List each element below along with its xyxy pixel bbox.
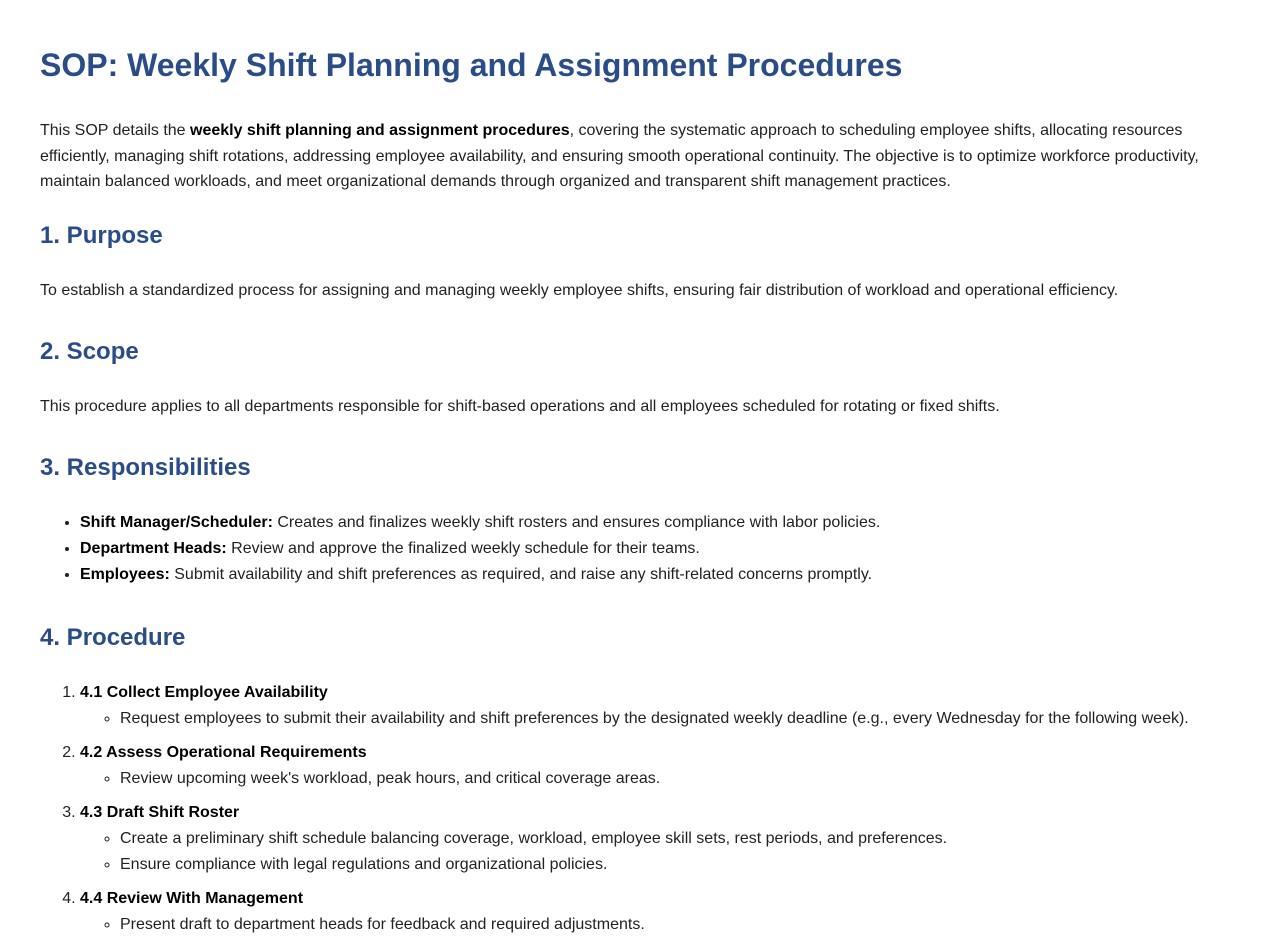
procedure-step [80, 800, 1223, 878]
intro-bold-text: weekly shift planning and assignment procedures [190, 122, 570, 139]
procedure-bullet: ◦ Request employees to submit their availability and shift preferences by the designated weekly deadline (e.g., every Wednesday for the following week). [120, 706, 1223, 732]
procedure-bullet: ◦ Create a preliminary shift schedule balancing coverage, workload, employee skill sets, rest periods, and preferences. [120, 826, 1223, 852]
responsibility-role: Employees: [80, 565, 170, 583]
procedure-bullet: ◦ Ensure compliance with legal regulations and organizational policies. [120, 852, 1223, 878]
scope-heading: 2. Scope [40, 337, 139, 365]
procedure-step [80, 680, 1223, 732]
procedure-step-title: 4.1 Collect Employee Availability [80, 683, 328, 701]
responsibility-text: Submit availability and shift preferences as required, and raise any shift-related concerns promptly. [169, 565, 873, 583]
purpose-text: To establish a standardized process for assigning and managing weekly employee shifts, ensuring fair distribution of workload and operational efficiency. [40, 281, 1119, 299]
procedure-step-title: 4.3 Draft Shift Roster [80, 803, 240, 821]
page-title: SOP: Weekly Shift Planning and Assignment Procedures [40, 47, 903, 83]
intro-paragraph [40, 118, 1223, 195]
procedure-bullet: ◦ Review upcoming week's workload, peak hours, and critical coverage areas. [120, 766, 1223, 792]
procedure-step-title: 4.4 Review With Management [80, 889, 304, 907]
intro-text-after: , covering the systematic approach to scheduling employee shifts, allocating resources efficiently, managing shift rotations, addressing employee availability, and ensuring smooth operational continuity. The objective is to optimize workforce productivity, maintain balanced workloads, and meet organizational demands through organized and transparent shift management practices. [40, 122, 1199, 190]
procedure-bullet: ◦ Present draft to department heads for feedback and required adjustments. [120, 912, 1223, 938]
procedure-step-bullets [80, 826, 1223, 878]
scope-text: This procedure applies to all departments responsible for shift-based operations and all employees scheduled for rotating or fixed shifts. [40, 397, 1000, 415]
procedure-step-bullets [80, 912, 1223, 938]
responsibility-role: Department Heads: [80, 539, 227, 557]
procedure-step-bullets [80, 766, 1223, 792]
responsibility-text: Review and approve the finalized weekly schedule for their teams. [226, 539, 700, 557]
responsibilities-list [40, 510, 1223, 588]
responsibility-item [80, 510, 1223, 536]
procedure-list [40, 680, 1223, 938]
procedure-heading: 4. Procedure [40, 623, 186, 651]
responsibility-text: Creates and finalizes weekly shift rosters and ensures compliance with labor policies. [272, 513, 881, 531]
responsibility-item [80, 536, 1223, 562]
responsibilities-heading: 3. Responsibilities [40, 453, 251, 481]
procedure-step-bullets [80, 706, 1223, 732]
procedure-step [80, 740, 1223, 792]
procedure-step-title: 4.2 Assess Operational Requirements [80, 743, 367, 761]
procedure-step [80, 886, 1223, 938]
intro-text-before: This SOP details the [40, 122, 190, 139]
responsibility-role: Shift Manager/Scheduler: [80, 513, 273, 531]
purpose-heading: 1. Purpose [40, 221, 163, 249]
responsibility-item [80, 562, 1223, 588]
